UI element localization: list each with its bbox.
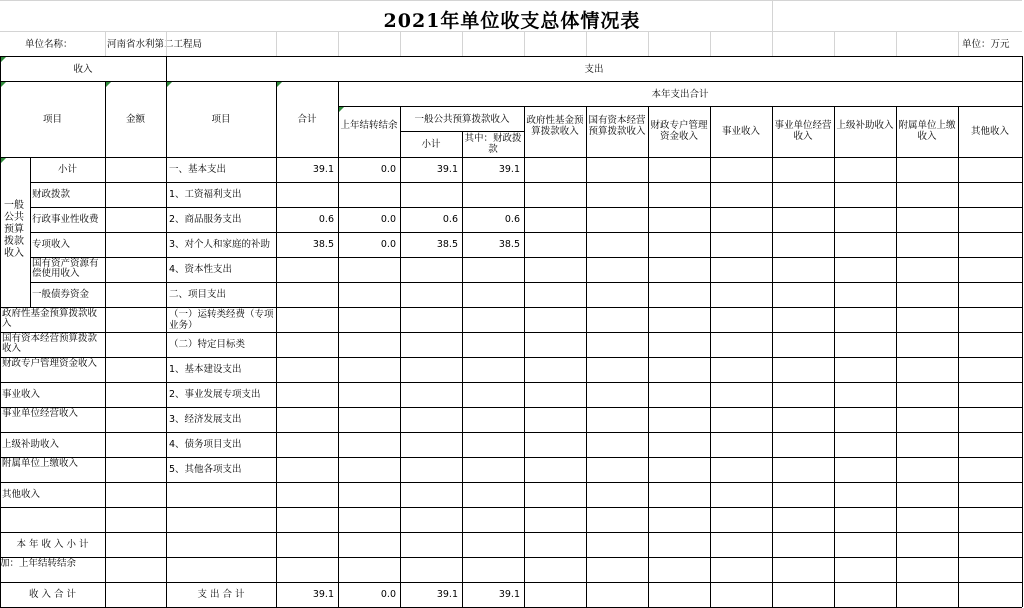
business-income-header: 事业收入 bbox=[721, 126, 760, 137]
cell-marker bbox=[1, 158, 6, 163]
border-line bbox=[0, 56, 1, 607]
unit-name-value: 河南省水利第二工程局 bbox=[107, 39, 203, 50]
border-line bbox=[1022, 56, 1023, 607]
border-line bbox=[772, 106, 773, 607]
border-line bbox=[958, 106, 959, 607]
expense-carry-value: 0.0 bbox=[380, 239, 396, 250]
border-line bbox=[462, 131, 463, 607]
border-line bbox=[648, 106, 649, 607]
gen-budget-header: 一般公共预算拨款收入 bbox=[414, 114, 510, 125]
carryover-header: 上年结转结余 bbox=[340, 120, 398, 131]
grid-line bbox=[462, 31, 463, 56]
grid-line bbox=[400, 31, 401, 56]
affiliate-income-header: 附属单位上缴收入 bbox=[898, 120, 956, 142]
expense-row-label: 2、商品服务支出 bbox=[169, 214, 242, 225]
expense-total-header: 合计 bbox=[297, 114, 317, 125]
border-line bbox=[0, 382, 1022, 383]
border-line bbox=[0, 582, 1022, 583]
border-line bbox=[276, 81, 277, 607]
grid-line bbox=[0, 31, 1022, 32]
grid-line bbox=[834, 31, 835, 56]
grid-line bbox=[772, 31, 773, 56]
income-row-label: 事业收入 bbox=[2, 389, 41, 400]
income-row-label: 事业单位经营收入 bbox=[2, 408, 79, 419]
expense-row-label: （二）特定目标类 bbox=[169, 339, 246, 350]
border-line bbox=[0, 407, 1022, 408]
expense-sub-value: 38.5 bbox=[436, 239, 458, 250]
income-row-label: 国有资产资源有偿使用收入 bbox=[32, 258, 99, 279]
border-line bbox=[30, 182, 1022, 183]
border-line bbox=[0, 56, 1022, 57]
border-line bbox=[0, 332, 1022, 333]
expense-row-label: 支 出 合 计 bbox=[197, 589, 245, 600]
state-capital-header: 国有资本经营预算拨款收入 bbox=[588, 115, 646, 137]
border-line bbox=[586, 106, 587, 607]
border-line bbox=[524, 106, 525, 607]
expense-total-value: 38.5 bbox=[312, 239, 334, 250]
fiscal-header: 其中：财政拨款 bbox=[464, 133, 522, 155]
special-account-header: 财政专户管理资金收入 bbox=[650, 120, 708, 142]
expense-carry-value: 0.0 bbox=[380, 164, 396, 175]
expense-total-value: 0.6 bbox=[318, 214, 334, 225]
border-line bbox=[0, 557, 1022, 558]
border-line bbox=[30, 257, 1022, 258]
expense-row-label: 4、债务项目支出 bbox=[169, 439, 242, 450]
expense-total-value: 39.1 bbox=[312, 589, 334, 600]
cell-marker bbox=[106, 82, 111, 87]
expense-total-value: 39.1 bbox=[312, 164, 334, 175]
border-line bbox=[0, 457, 1022, 458]
expense-row-label: 2、事业发展专项支出 bbox=[169, 389, 261, 400]
income-item-header: 项目 bbox=[42, 114, 62, 125]
grid-line bbox=[0, 0, 1022, 1]
superior-subsidy-header: 上级补助收入 bbox=[836, 120, 894, 131]
income-row-label: 小计 bbox=[57, 164, 77, 175]
expense-item-header: 项目 bbox=[211, 114, 231, 125]
expense-row-label: （一）运转类经费（专项业务） bbox=[169, 309, 274, 331]
border-line bbox=[0, 357, 1022, 358]
currency-unit: 单位：万元 bbox=[962, 39, 1010, 50]
grid-line bbox=[276, 31, 277, 56]
operating-income-header: 事业单位经营收入 bbox=[774, 120, 832, 142]
expense-section-header: 支出 bbox=[584, 64, 604, 75]
border-line bbox=[30, 157, 31, 307]
unit-name-label: 单位名称： bbox=[25, 39, 73, 50]
border-line bbox=[896, 106, 897, 607]
income-amount-header: 金额 bbox=[125, 114, 145, 125]
income-section-header: 收入 bbox=[73, 64, 93, 75]
grid-line bbox=[710, 31, 711, 56]
expense-row-label: 5、其他各项支出 bbox=[169, 464, 242, 475]
border-line bbox=[710, 106, 711, 607]
income-row-label: 其他收入 bbox=[2, 489, 41, 500]
expense-row-label: 1、工资福利支出 bbox=[169, 189, 242, 200]
cell-marker bbox=[1, 82, 6, 87]
expense-carry-value: 0.0 bbox=[380, 214, 396, 225]
other-income-header: 其他收入 bbox=[970, 126, 1009, 137]
income-row-label: 加：上年结转结余 bbox=[0, 558, 77, 569]
border-line bbox=[338, 81, 339, 607]
grid-line bbox=[524, 31, 525, 56]
expense-row-label: 一、基本支出 bbox=[169, 164, 227, 175]
expense-carry-value: 0.0 bbox=[380, 589, 396, 600]
grid-line bbox=[958, 31, 959, 56]
expense-sub-value: 39.1 bbox=[436, 164, 458, 175]
year-total-header: 本年支出合计 bbox=[651, 89, 709, 100]
cell-marker bbox=[277, 82, 282, 87]
expense-fiscal-value: 39.1 bbox=[498, 164, 520, 175]
expense-fiscal-value: 38.5 bbox=[498, 239, 520, 250]
grid-line bbox=[105, 31, 106, 56]
border-line bbox=[0, 157, 1022, 158]
income-row-label: 政府性基金预算拨款收入 bbox=[2, 308, 98, 329]
income-row-label: 附属单位上缴收入 bbox=[2, 458, 79, 469]
cell-marker bbox=[1, 57, 6, 62]
grid-line bbox=[648, 31, 649, 56]
income-row-label: 专项收入 bbox=[32, 239, 71, 250]
cell-marker bbox=[339, 107, 344, 112]
expense-fiscal-value: 0.6 bbox=[504, 214, 520, 225]
border-line bbox=[0, 81, 1022, 82]
border-line bbox=[30, 282, 1022, 283]
expense-row-label: 3、经济发展支出 bbox=[169, 414, 242, 425]
border-line bbox=[834, 106, 835, 607]
grid-line bbox=[772, 0, 773, 31]
expense-sub-value: 0.6 bbox=[442, 214, 458, 225]
border-line bbox=[30, 232, 1022, 233]
border-line bbox=[0, 507, 1022, 508]
cell-marker bbox=[167, 82, 172, 87]
income-row-label: 上级补助收入 bbox=[2, 439, 60, 450]
income-group-label: 一般公共预算拨款收入 bbox=[4, 200, 24, 259]
border-line bbox=[0, 482, 1022, 483]
expense-sub-value: 39.1 bbox=[436, 589, 458, 600]
border-line bbox=[0, 307, 1022, 308]
border-line bbox=[105, 81, 106, 607]
income-row-label: 本 年 收 入 小 计 bbox=[16, 539, 89, 550]
border-line bbox=[400, 106, 401, 607]
border-line bbox=[0, 432, 1022, 433]
border-line bbox=[338, 106, 1022, 107]
gen-budget-subtotal-header: 小计 bbox=[421, 139, 441, 150]
income-row-label: 行政事业性收费 bbox=[32, 214, 99, 225]
expense-row-label: 4、资本性支出 bbox=[169, 264, 233, 275]
income-row-label: 财政专户管理资金收入 bbox=[2, 358, 98, 369]
grid-line bbox=[166, 31, 167, 56]
page-title: 2021年单位收支总体情况表 bbox=[383, 10, 641, 32]
border-line bbox=[0, 532, 1022, 533]
grid-line bbox=[896, 31, 897, 56]
border-line bbox=[30, 207, 1022, 208]
expense-row-label: 二、项目支出 bbox=[169, 289, 227, 300]
grid-line bbox=[338, 31, 339, 56]
income-row-label: 财政拨款 bbox=[32, 189, 71, 200]
income-row-label: 国有资本经营预算拨款收入 bbox=[2, 333, 98, 354]
expense-fiscal-value: 39.1 bbox=[498, 589, 520, 600]
grid-line bbox=[586, 31, 587, 56]
border-line bbox=[166, 56, 167, 607]
income-row-label: 一般债券资金 bbox=[32, 289, 90, 300]
income-row-label: 收 入 合 计 bbox=[28, 589, 77, 600]
expense-row-label: 3、对个人和家庭的补助 bbox=[169, 239, 271, 250]
expense-row-label: 1、基本建设支出 bbox=[169, 364, 242, 375]
gov-fund-header: 政府性基金预算拨款收入 bbox=[526, 115, 584, 137]
